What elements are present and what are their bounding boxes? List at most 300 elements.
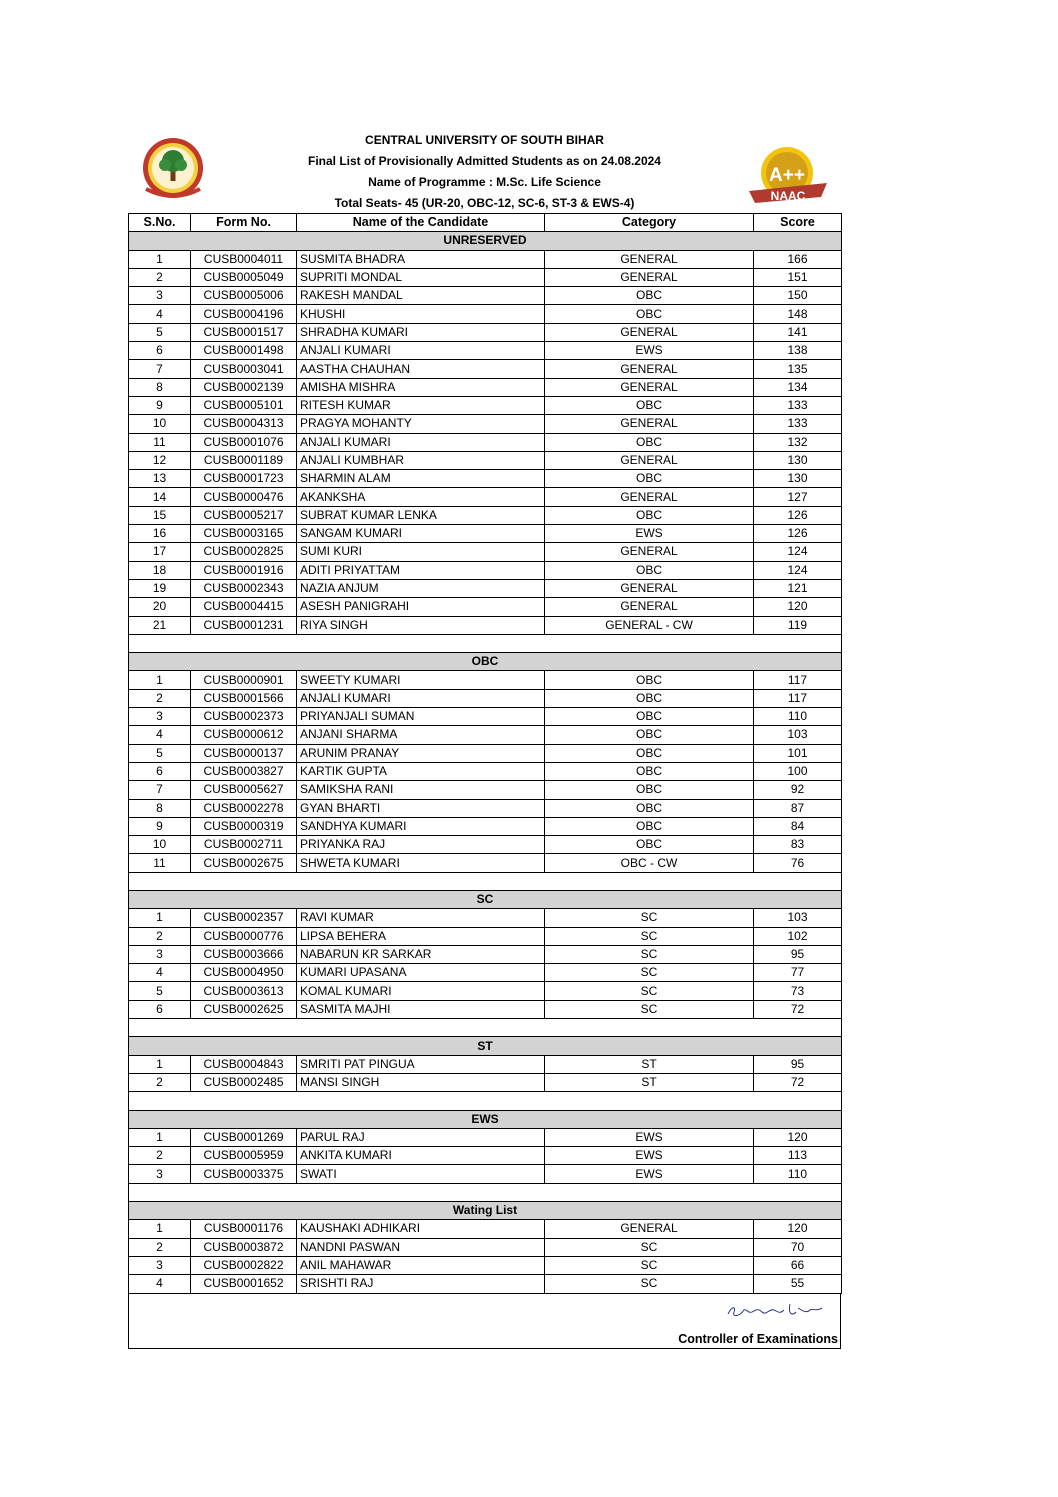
table-row	[129, 451, 842, 469]
category-cell: GENERAL	[545, 579, 754, 597]
section-spacer-row	[129, 1092, 842, 1110]
section-title: EWS	[129, 1110, 842, 1128]
table-row	[129, 561, 842, 579]
category-cell: GENERAL	[545, 323, 754, 341]
candidate-name-cell: NAZIA ANJUM	[297, 579, 545, 597]
category-cell: OBC	[545, 744, 754, 762]
table-row	[129, 762, 842, 780]
table-row	[129, 433, 842, 451]
category-cell: GENERAL	[545, 488, 754, 506]
spacer-cell	[129, 634, 842, 652]
category-cell: OBC	[545, 287, 754, 305]
category-cell: OBC	[545, 305, 754, 323]
score-cell: 150	[754, 287, 842, 305]
sno-cell: 3	[129, 1256, 191, 1274]
form-no-cell: CUSB0001652	[191, 1275, 297, 1293]
form-no-cell: CUSB0001566	[191, 689, 297, 707]
category-cell: GENERAL	[545, 268, 754, 286]
form-no-cell: CUSB0002711	[191, 836, 297, 854]
category-cell: OBC	[545, 689, 754, 707]
section-title: OBC	[129, 653, 842, 671]
table-row	[129, 744, 842, 762]
controller-of-examinations: Controller of Examinations	[678, 1332, 838, 1346]
admission-list-table	[128, 213, 842, 1294]
candidate-name-cell: ANJALI KUMARI	[297, 689, 545, 707]
score-cell: 55	[754, 1275, 842, 1293]
table-row	[129, 854, 842, 872]
category-cell: OBC	[545, 506, 754, 524]
candidate-name-cell: SHARMIN ALAM	[297, 470, 545, 488]
category-cell: GENERAL	[545, 378, 754, 396]
sno-cell: 1	[129, 671, 191, 689]
sno-cell: 1	[129, 909, 191, 927]
candidate-name-cell: KARTIK GUPTA	[297, 762, 545, 780]
candidate-name-cell: LIPSA BEHERA	[297, 927, 545, 945]
section-header-row	[129, 232, 842, 250]
form-no-cell: CUSB0005101	[191, 396, 297, 414]
form-no-cell: CUSB0002278	[191, 799, 297, 817]
form-no-cell: CUSB0001498	[191, 342, 297, 360]
sno-cell: 3	[129, 1165, 191, 1183]
form-no-cell: CUSB0004011	[191, 250, 297, 268]
score-cell: 141	[754, 323, 842, 341]
candidate-name-cell: RITESH KUMAR	[297, 396, 545, 414]
category-cell: OBC	[545, 433, 754, 451]
section-header-row	[129, 1110, 842, 1128]
score-cell: 103	[754, 909, 842, 927]
candidate-name-cell: ANIL MAHAWAR	[297, 1256, 545, 1274]
candidate-name-cell: PRIYANJALI SUMAN	[297, 708, 545, 726]
form-no-cell: CUSB0005049	[191, 268, 297, 286]
table-row	[129, 799, 842, 817]
category-cell: ST	[545, 1055, 754, 1073]
table-row	[129, 360, 842, 378]
table-row	[129, 250, 842, 268]
table-row	[129, 470, 842, 488]
score-cell: 133	[754, 415, 842, 433]
sno-cell: 15	[129, 506, 191, 524]
sno-cell: 2	[129, 1238, 191, 1256]
candidate-name-cell: ANJALI KUMBHAR	[297, 451, 545, 469]
form-no-cell: CUSB0000476	[191, 488, 297, 506]
form-no-cell: CUSB0003375	[191, 1165, 297, 1183]
candidate-name-cell: ARUNIM PRANAY	[297, 744, 545, 762]
category-cell: SC	[545, 1238, 754, 1256]
table-row	[129, 1147, 842, 1165]
sno-cell: 4	[129, 964, 191, 982]
score-cell: 119	[754, 616, 842, 634]
table-row	[129, 945, 842, 963]
candidate-name-cell: GYAN BHARTI	[297, 799, 545, 817]
sno-cell: 9	[129, 396, 191, 414]
sno-cell: 7	[129, 781, 191, 799]
naac-label: NAAC	[770, 189, 806, 203]
table-row	[129, 1256, 842, 1274]
category-cell: GENERAL	[545, 250, 754, 268]
score-cell: 126	[754, 506, 842, 524]
category-cell: OBC	[545, 762, 754, 780]
sno-cell: 4	[129, 726, 191, 744]
form-no-cell: CUSB0000319	[191, 817, 297, 835]
sno-cell: 19	[129, 579, 191, 597]
table-row	[129, 488, 842, 506]
table-row	[129, 982, 842, 1000]
candidate-name-cell: RAVI KUMAR	[297, 909, 545, 927]
col-header-score: Score	[754, 214, 842, 232]
score-cell: 70	[754, 1238, 842, 1256]
sno-cell: 16	[129, 525, 191, 543]
score-cell: 121	[754, 579, 842, 597]
university-name: CENTRAL UNIVERSITY OF SOUTH BIHAR	[365, 133, 604, 147]
candidate-name-cell: SMRITI PAT PINGUA	[297, 1055, 545, 1073]
candidate-name-cell: ANJALI KUMARI	[297, 342, 545, 360]
candidate-name-cell: SUBRAT KUMAR LENKA	[297, 506, 545, 524]
category-cell: EWS	[545, 1165, 754, 1183]
score-cell: 92	[754, 781, 842, 799]
sno-cell: 1	[129, 250, 191, 268]
category-cell: GENERAL	[545, 598, 754, 616]
col-header-name: Name of the Candidate	[297, 214, 545, 232]
col-header-sno: S.No.	[129, 214, 191, 232]
spacer-cell	[129, 1183, 842, 1201]
score-cell: 148	[754, 305, 842, 323]
score-cell: 138	[754, 342, 842, 360]
score-cell: 127	[754, 488, 842, 506]
candidate-name-cell: SANDHYA KUMARI	[297, 817, 545, 835]
score-cell: 110	[754, 708, 842, 726]
sno-cell: 4	[129, 305, 191, 323]
table-row	[129, 1165, 842, 1183]
table-row	[129, 909, 842, 927]
category-cell: SC	[545, 964, 754, 982]
category-cell: SC	[545, 982, 754, 1000]
candidate-name-cell: KUMARI UPASANA	[297, 964, 545, 982]
candidate-name-cell: ANJANI SHARMA	[297, 726, 545, 744]
sno-cell: 3	[129, 945, 191, 963]
form-no-cell: CUSB0001916	[191, 561, 297, 579]
candidate-name-cell: AKANKSHA	[297, 488, 545, 506]
candidate-name-cell: RIYA SINGH	[297, 616, 545, 634]
section-header-row	[129, 653, 842, 671]
sno-cell: 10	[129, 415, 191, 433]
naac-grade-logo	[745, 139, 831, 218]
form-no-cell: CUSB0002485	[191, 1073, 297, 1091]
category-cell: OBC	[545, 470, 754, 488]
form-no-cell: CUSB0001517	[191, 323, 297, 341]
table-row	[129, 836, 842, 854]
col-header-category: Category	[545, 214, 754, 232]
form-no-cell: CUSB0000137	[191, 744, 297, 762]
form-no-cell: CUSB0002343	[191, 579, 297, 597]
sno-cell: 6	[129, 762, 191, 780]
candidate-name-cell: SASMITA MAJHI	[297, 1000, 545, 1018]
category-cell: SC	[545, 945, 754, 963]
score-cell: 87	[754, 799, 842, 817]
form-no-cell: CUSB0005217	[191, 506, 297, 524]
category-cell: SC	[545, 1275, 754, 1293]
candidate-name-cell: SWATI	[297, 1165, 545, 1183]
score-cell: 130	[754, 451, 842, 469]
sno-cell: 5	[129, 323, 191, 341]
score-cell: 151	[754, 268, 842, 286]
form-no-cell: CUSB0002357	[191, 909, 297, 927]
category-cell: SC	[545, 1000, 754, 1018]
category-cell: OBC	[545, 817, 754, 835]
form-no-cell: CUSB0001269	[191, 1128, 297, 1146]
score-cell: 76	[754, 854, 842, 872]
candidate-name-cell: ASESH PANIGRAHI	[297, 598, 545, 616]
table-row	[129, 1275, 842, 1293]
form-no-cell: CUSB0001076	[191, 433, 297, 451]
signature-block	[128, 1294, 841, 1349]
form-no-cell: CUSB0002139	[191, 378, 297, 396]
form-no-cell: CUSB0002822	[191, 1256, 297, 1274]
category-cell: OBC	[545, 726, 754, 744]
score-cell: 132	[754, 433, 842, 451]
candidate-name-cell: AMISHA MISHRA	[297, 378, 545, 396]
form-no-cell: CUSB0002625	[191, 1000, 297, 1018]
table-row	[129, 726, 842, 744]
sno-cell: 11	[129, 854, 191, 872]
candidate-name-cell: SUMI KURI	[297, 543, 545, 561]
sno-cell: 14	[129, 488, 191, 506]
sno-cell: 6	[129, 342, 191, 360]
form-no-cell: CUSB0003165	[191, 525, 297, 543]
score-cell: 72	[754, 1000, 842, 1018]
category-cell: GENERAL	[545, 360, 754, 378]
candidate-name-cell: RAKESH MANDAL	[297, 287, 545, 305]
table-row	[129, 543, 842, 561]
table-row	[129, 817, 842, 835]
section-title: UNRESERVED	[129, 232, 842, 250]
form-no-cell: CUSB0000612	[191, 726, 297, 744]
candidate-name-cell: ADITI PRIYATTAM	[297, 561, 545, 579]
candidate-name-cell: PRAGYA MOHANTY	[297, 415, 545, 433]
category-cell: OBC	[545, 781, 754, 799]
form-no-cell: CUSB0002675	[191, 854, 297, 872]
candidate-name-cell: SAMIKSHA RANI	[297, 781, 545, 799]
sno-cell: 2	[129, 268, 191, 286]
score-cell: 113	[754, 1147, 842, 1165]
score-cell: 102	[754, 927, 842, 945]
category-cell: EWS	[545, 342, 754, 360]
score-cell: 135	[754, 360, 842, 378]
form-no-cell: CUSB0001231	[191, 616, 297, 634]
sno-cell: 6	[129, 1000, 191, 1018]
sno-cell: 1	[129, 1220, 191, 1238]
form-no-cell: CUSB0004950	[191, 964, 297, 982]
sno-cell: 21	[129, 616, 191, 634]
category-cell: OBC	[545, 708, 754, 726]
table-row	[129, 268, 842, 286]
candidate-name-cell: PRIYANKA RAJ	[297, 836, 545, 854]
section-title: ST	[129, 1037, 842, 1055]
sno-cell: 18	[129, 561, 191, 579]
sno-cell: 11	[129, 433, 191, 451]
section-spacer-row	[129, 1019, 842, 1037]
sno-cell: 8	[129, 799, 191, 817]
score-cell: 124	[754, 543, 842, 561]
naac-grade: A++	[769, 165, 805, 186]
score-cell: 120	[754, 1220, 842, 1238]
table-row	[129, 525, 842, 543]
sno-cell: 17	[129, 543, 191, 561]
form-no-cell: CUSB0005627	[191, 781, 297, 799]
table-row	[129, 689, 842, 707]
candidate-name-cell: NANDNI PASWAN	[297, 1238, 545, 1256]
form-no-cell: CUSB0003041	[191, 360, 297, 378]
form-no-cell: CUSB0004196	[191, 305, 297, 323]
signature-image	[726, 1300, 826, 1327]
form-no-cell: CUSB0004415	[191, 598, 297, 616]
table-row	[129, 1128, 842, 1146]
form-no-cell: CUSB0003827	[191, 762, 297, 780]
table-row	[129, 708, 842, 726]
sno-cell: 4	[129, 1275, 191, 1293]
candidate-name-cell: SUSMITA BHADRA	[297, 250, 545, 268]
list-title: Final List of Provisionally Admitted Students as on 24.08.2024	[308, 154, 661, 168]
section-spacer-row	[129, 634, 842, 652]
score-cell: 73	[754, 982, 842, 1000]
form-no-cell: CUSB0002825	[191, 543, 297, 561]
table-row	[129, 1000, 842, 1018]
score-cell: 133	[754, 396, 842, 414]
table-row	[129, 1220, 842, 1238]
score-cell: 130	[754, 470, 842, 488]
table-row	[129, 415, 842, 433]
form-no-cell: CUSB0005006	[191, 287, 297, 305]
category-cell: OBC	[545, 396, 754, 414]
table-row	[129, 305, 842, 323]
score-cell: 117	[754, 689, 842, 707]
candidate-name-cell: SUPRITI MONDAL	[297, 268, 545, 286]
score-cell: 120	[754, 598, 842, 616]
table-row	[129, 598, 842, 616]
spacer-cell	[129, 872, 842, 890]
score-cell: 95	[754, 945, 842, 963]
category-cell: EWS	[545, 1147, 754, 1165]
form-no-cell: CUSB0002373	[191, 708, 297, 726]
table-row	[129, 396, 842, 414]
form-no-cell: CUSB0001176	[191, 1220, 297, 1238]
table-row	[129, 579, 842, 597]
score-cell: 134	[754, 378, 842, 396]
category-cell: GENERAL - CW	[545, 616, 754, 634]
table-row	[129, 342, 842, 360]
candidate-name-cell: SHRADHA KUMARI	[297, 323, 545, 341]
category-cell: EWS	[545, 525, 754, 543]
score-cell: 126	[754, 525, 842, 543]
form-no-cell: CUSB0004843	[191, 1055, 297, 1073]
table-row	[129, 1055, 842, 1073]
category-cell: EWS	[545, 1128, 754, 1146]
table-row	[129, 671, 842, 689]
category-cell: GENERAL	[545, 451, 754, 469]
candidate-name-cell: SWEETY KUMARI	[297, 671, 545, 689]
candidate-name-cell: SANGAM KUMARI	[297, 525, 545, 543]
category-cell: OBC	[545, 799, 754, 817]
table-row	[129, 378, 842, 396]
category-cell: OBC	[545, 561, 754, 579]
sno-cell: 12	[129, 451, 191, 469]
spacer-cell	[129, 1019, 842, 1037]
sno-cell: 10	[129, 836, 191, 854]
sno-cell: 2	[129, 689, 191, 707]
score-cell: 110	[754, 1165, 842, 1183]
candidate-name-cell: ANKITA KUMARI	[297, 1147, 545, 1165]
candidate-name-cell: PARUL RAJ	[297, 1128, 545, 1146]
section-title: SC	[129, 890, 842, 908]
sno-cell: 1	[129, 1055, 191, 1073]
sno-cell: 9	[129, 817, 191, 835]
candidate-name-cell: SHWETA KUMARI	[297, 854, 545, 872]
form-no-cell: CUSB0000776	[191, 927, 297, 945]
sno-cell: 7	[129, 360, 191, 378]
sno-cell: 5	[129, 982, 191, 1000]
score-cell: 100	[754, 762, 842, 780]
table-row	[129, 1073, 842, 1091]
sno-cell: 20	[129, 598, 191, 616]
candidate-name-cell: KHUSHI	[297, 305, 545, 323]
table-header-row	[129, 214, 842, 232]
category-cell: GENERAL	[545, 543, 754, 561]
score-cell: 83	[754, 836, 842, 854]
category-cell: GENERAL	[545, 415, 754, 433]
university-emblem-logo	[138, 137, 208, 208]
candidate-name-cell: KOMAL KUMARI	[297, 982, 545, 1000]
sno-cell: 3	[129, 708, 191, 726]
form-no-cell: CUSB0001189	[191, 451, 297, 469]
form-no-cell: CUSB0004313	[191, 415, 297, 433]
score-cell: 84	[754, 817, 842, 835]
form-no-cell: CUSB0003872	[191, 1238, 297, 1256]
score-cell: 103	[754, 726, 842, 744]
candidate-name-cell: KAUSHAKI ADHIKARI	[297, 1220, 545, 1238]
category-cell: OBC - CW	[545, 854, 754, 872]
table-row	[129, 287, 842, 305]
category-cell: SC	[545, 927, 754, 945]
score-cell: 72	[754, 1073, 842, 1091]
spacer-cell	[129, 1092, 842, 1110]
section-header-row	[129, 1202, 842, 1220]
table-row	[129, 506, 842, 524]
score-cell: 166	[754, 250, 842, 268]
candidate-name-cell: NABARUN KR SARKAR	[297, 945, 545, 963]
category-cell: OBC	[545, 671, 754, 689]
score-cell: 124	[754, 561, 842, 579]
sno-cell: 8	[129, 378, 191, 396]
score-cell: 95	[754, 1055, 842, 1073]
category-cell: SC	[545, 909, 754, 927]
form-no-cell: CUSB0005959	[191, 1147, 297, 1165]
section-header-row	[129, 890, 842, 908]
form-no-cell: CUSB0000901	[191, 671, 297, 689]
table-row	[129, 323, 842, 341]
section-spacer-row	[129, 1183, 842, 1201]
score-cell: 77	[754, 964, 842, 982]
form-no-cell: CUSB0003666	[191, 945, 297, 963]
table-row	[129, 616, 842, 634]
sno-cell: 2	[129, 927, 191, 945]
section-header-row	[129, 1037, 842, 1055]
category-cell: ST	[545, 1073, 754, 1091]
sno-cell: 3	[129, 287, 191, 305]
category-cell: GENERAL	[545, 1220, 754, 1238]
category-cell: OBC	[545, 836, 754, 854]
sno-cell: 2	[129, 1073, 191, 1091]
total-seats: Total Seats- 45 (UR-20, OBC-12, SC-6, ST-3 & EWS-4)	[334, 196, 635, 210]
category-cell: SC	[545, 1256, 754, 1274]
